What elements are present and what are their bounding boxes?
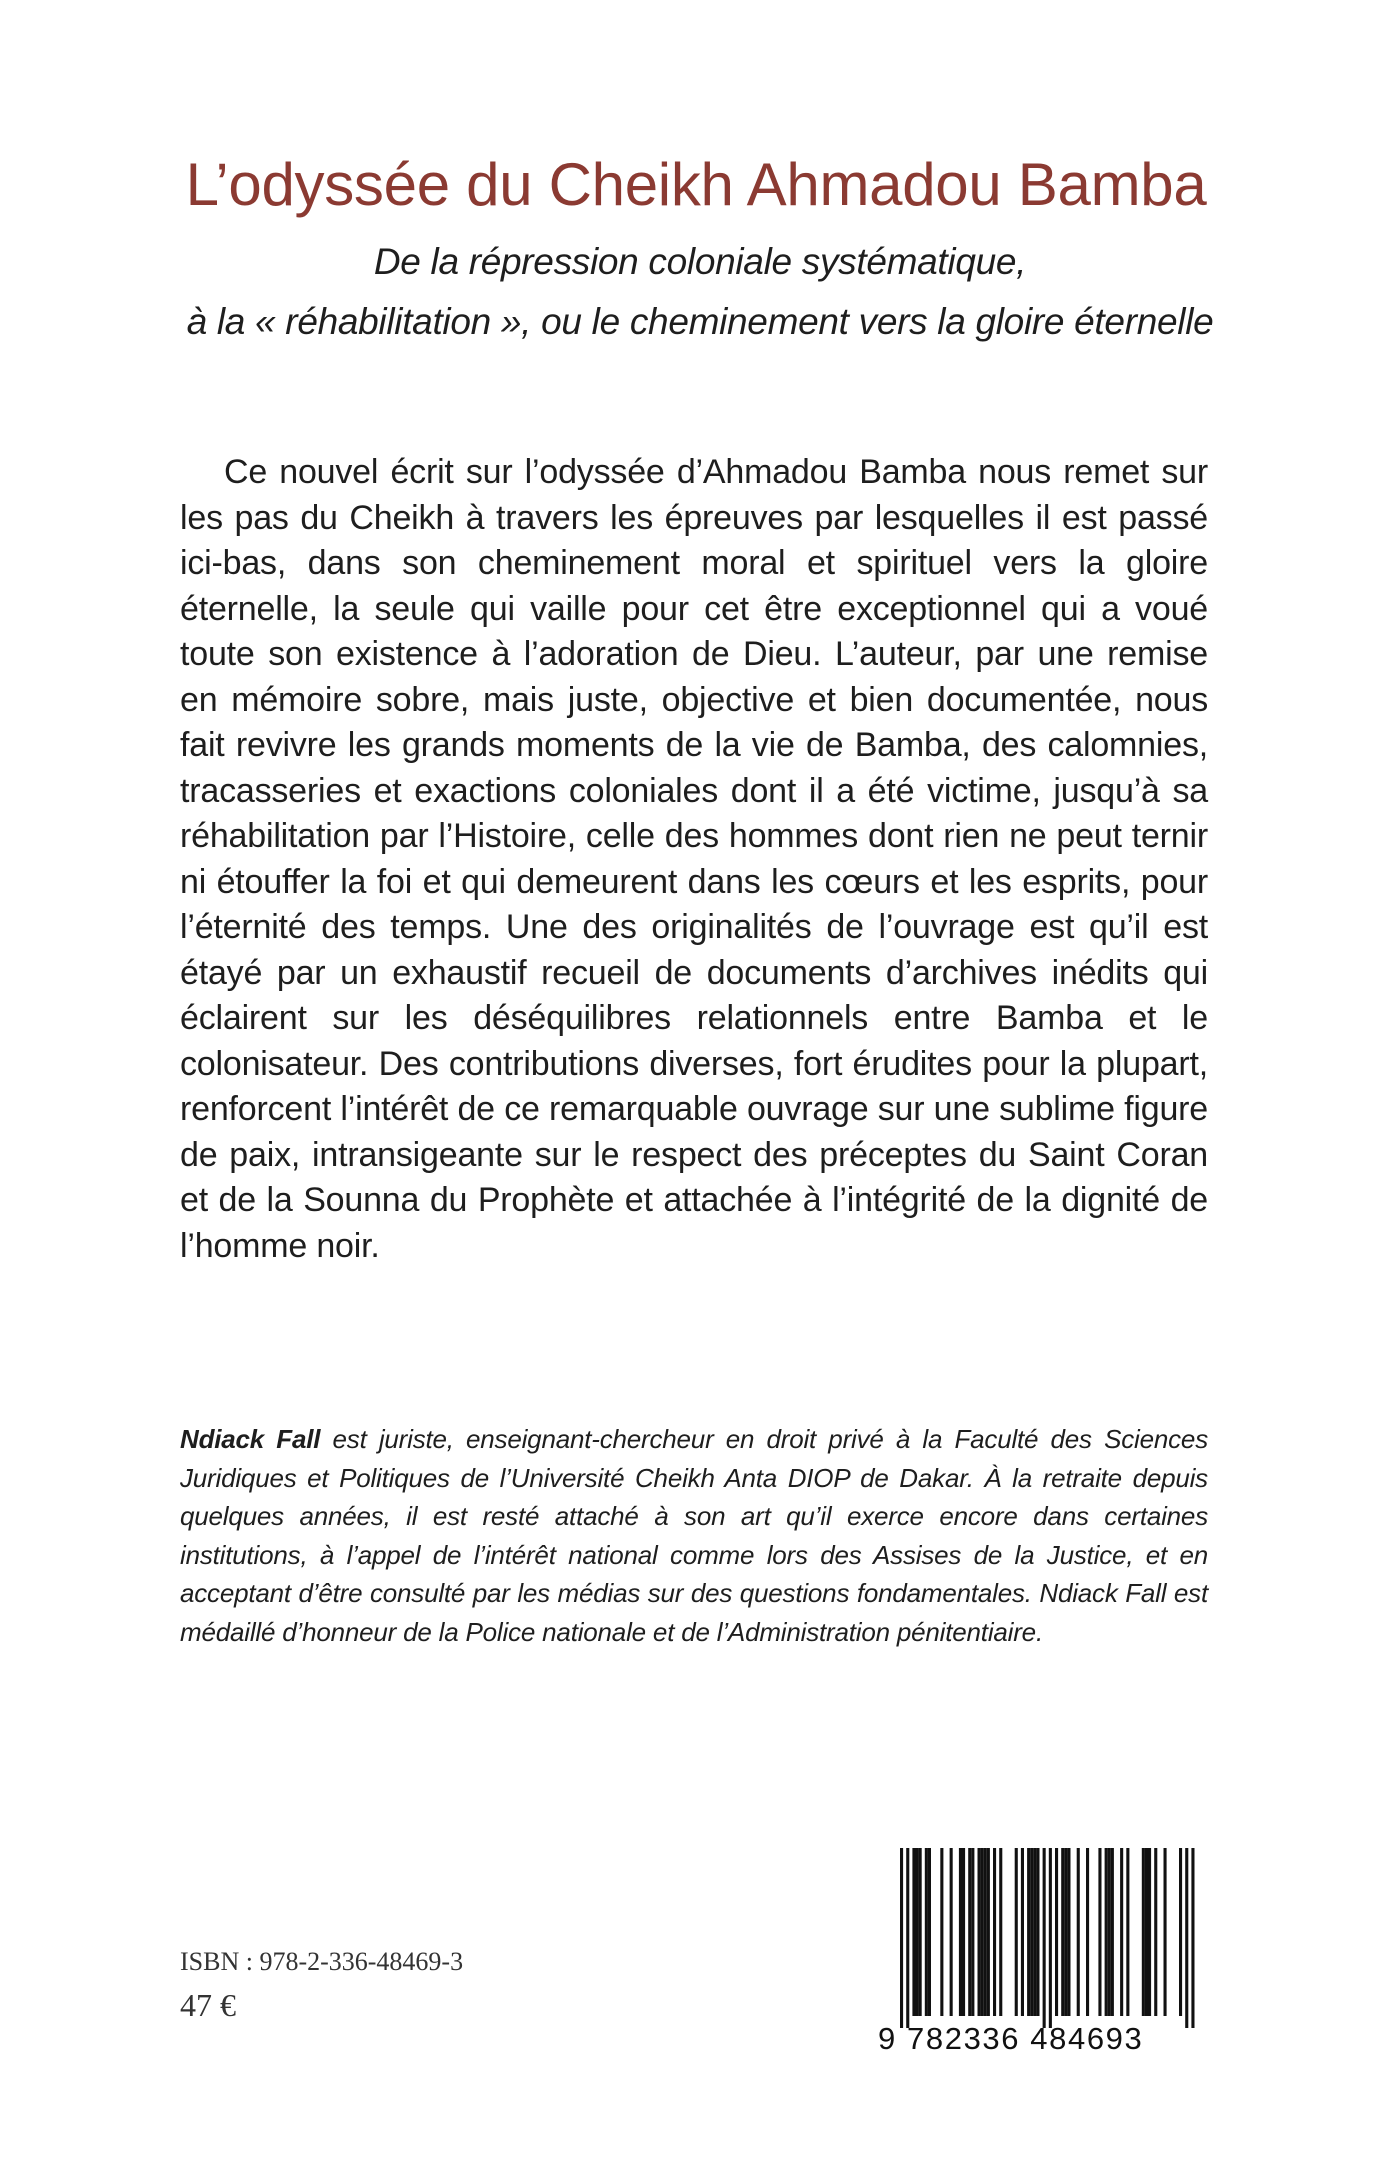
barcode-bar <box>987 1848 990 2016</box>
barcode-bar <box>993 1848 996 2016</box>
barcode-bar <box>1105 1848 1108 2016</box>
subtitle-line-1: De la répression coloniale systématique, <box>373 241 1027 282</box>
book-summary: Ce nouvel écrit sur l’odyssée d’Ahmadou Bamba nous remet sur les pas du Cheikh à travers les épreuves par lesquelles il est passé ici-bas, dans son cheminement moral et spirituel vers la gloire éternelle, la seule qui vaille pour cet être exceptionnel qui a voué toute son existence à l’adoration de Dieu. L’auteur, par une remise en mémoire sobre, mais juste, objective et bien documentée, nous fait revivre les grands moments de la vie de Bamba, des calomnies, tracasseries et exactions coloniales dont il a été victime, jusqu’à sa réhabilitation par l’Histoire, celle des hommes dont rien ne peut ternir ni étouffer la foi et qui demeurent dans les cœurs et les esprits, pour l’éternité des temps. Une des originalités de l’ouvrage est qu’il est étayé par un exhaustif recueil de documents d’archives inédits qui éclairent sur les déséquilibres relationnels entre Bamba et le colonisateur. Des contributions diverses, fort érudites pour la plupart, renforcent l’intérêt de ce remarquable ouvrage sur une sublime figure de paix, intransigeante sur le respect des préceptes du Saint Coran et de la Sounna du Prophète et attachée à l’intégrité de la dignité de l’homme noir. <box>180 453 1208 1265</box>
author-name: Ndiack Fall <box>180 1424 321 1454</box>
barcode-bar <box>928 1848 931 2016</box>
barcode-bar <box>984 1848 987 2016</box>
barcode-bar <box>1126 1848 1129 2016</box>
subtitle-line-2: à la « réhabilitation », ou le cheminement vers la gloire éternelle <box>186 301 1214 342</box>
barcode-bar <box>950 1848 953 2016</box>
barcode-bar <box>1055 1848 1058 2016</box>
barcode-bar <box>1036 1848 1039 2016</box>
barcode-bar <box>1049 1848 1052 2028</box>
book-title: L’odyssée du Cheikh Ahmadou Bamba <box>185 151 1207 218</box>
barcode-bar <box>959 1848 962 2016</box>
barcode-bar <box>1067 1848 1070 2016</box>
barcode-bar <box>978 1848 981 2016</box>
barcode-bar <box>1033 1848 1036 2016</box>
barcode-bar <box>1086 1848 1089 2016</box>
barcode-bar <box>968 1848 971 2016</box>
barcode-bar <box>1061 1848 1064 2016</box>
barcode-bar <box>1164 1848 1167 2016</box>
barcode-bar <box>1111 1848 1114 2016</box>
barcode-bar <box>1154 1848 1157 2016</box>
barcode-bar <box>1077 1848 1080 2016</box>
barcode-bar <box>925 1848 928 2016</box>
author-bio <box>180 1420 1208 1651</box>
barcode-bar <box>940 1848 943 2016</box>
barcode-bar <box>912 1848 915 2016</box>
barcode-bar <box>999 1848 1002 2016</box>
barcode-bar <box>1145 1848 1148 2016</box>
barcode-bar <box>900 1848 903 2028</box>
book-subtitle <box>0 232 1400 352</box>
barcode-bar <box>962 1848 965 2016</box>
barcode-bar <box>1021 1848 1024 2016</box>
barcode-bar <box>916 1848 919 2016</box>
barcode-bar <box>1108 1848 1111 2016</box>
barcode-bar <box>919 1848 922 2016</box>
price-label: 47 € <box>180 1987 236 2023</box>
barcode-bar <box>1098 1848 1101 2016</box>
isbn-label: ISBN : 978-2-336-48469-3 <box>180 1947 464 1976</box>
barcode-digits: 9 782336 484693 <box>878 2021 1144 2056</box>
barcode-bars <box>878 1848 1218 2028</box>
barcode-bar <box>1030 1848 1033 2016</box>
barcode-bar <box>1191 1848 1194 2028</box>
barcode-bar <box>1064 1848 1067 2016</box>
barcode-bar <box>1148 1848 1151 2016</box>
barcode-bar <box>906 1848 909 2028</box>
barcode-bar <box>971 1848 974 2016</box>
barcode-bar <box>1015 1848 1018 2016</box>
barcode-bar <box>1185 1848 1188 2028</box>
barcode-bar <box>981 1848 984 2016</box>
barcode-bar <box>1179 1848 1182 2016</box>
barcode <box>878 1848 1218 2058</box>
barcode-bar <box>1142 1848 1145 2016</box>
barcode-bar <box>1120 1848 1123 2016</box>
author-bio-text: est juriste, enseignant-chercheur en droit privé à la Faculté des Sciences Juridiques et Politiques de l’Université Cheikh Anta DIOP de Dakar. À la retraite depuis quelques années, il est resté attaché à son art qu’il exerce encore dans certaines institutions, à l’appel de l’intérêt national comme lors des Assises de la Justice, et en acceptant d’être consulté par les médias sur des questions fondamentales. Ndiack Fall est médaillé d’honneur de la Police nationale et de l’Administration pénitentiaire. <box>180 1424 1208 1647</box>
barcode-bar <box>1043 1848 1046 2028</box>
barcode-bar <box>1027 1848 1030 2016</box>
